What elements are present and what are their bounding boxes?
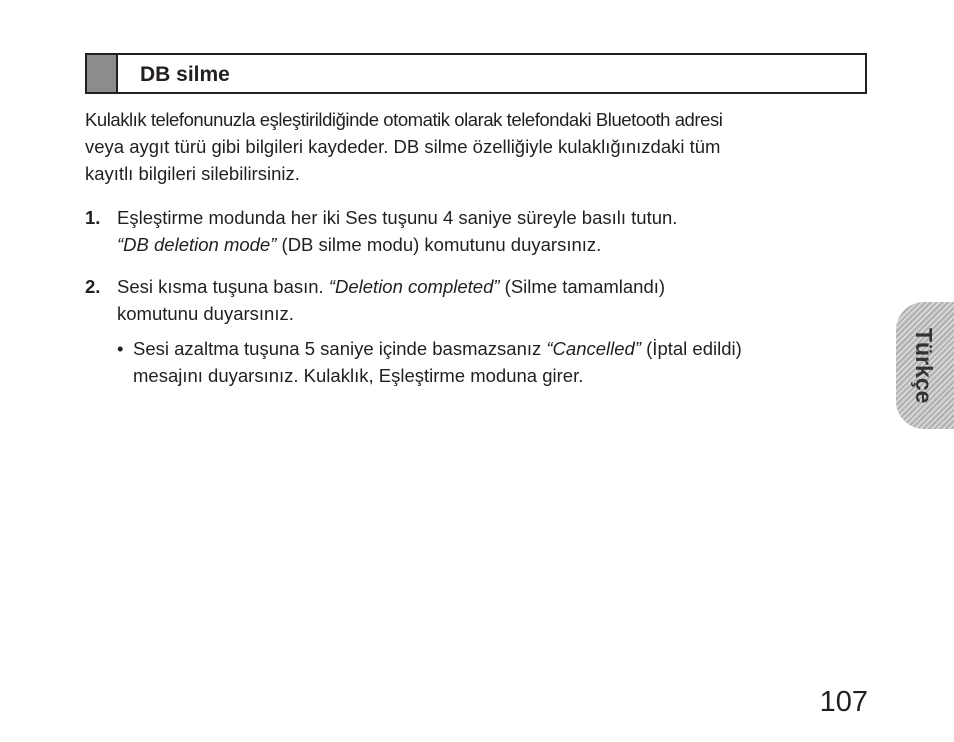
language-label: Türkçe	[911, 327, 937, 404]
intro-line: kayıtlı bilgileri silebilirsiniz.	[85, 163, 300, 184]
bullet-line: mesajını duyarsınız. Kulaklık, Eşleştirme moduna girer.	[133, 365, 584, 386]
bullet-line	[133, 335, 742, 362]
bullet-line-end: (İptal edildi)	[641, 338, 742, 359]
section-title: DB silme	[140, 63, 230, 86]
section-marker	[87, 55, 118, 92]
bullet-icon: •	[117, 338, 124, 359]
voice-prompt-quote: “Cancelled”	[546, 338, 641, 359]
step-number: 1.	[85, 207, 101, 228]
voice-prompt-quote: “DB deletion mode”	[117, 234, 277, 255]
step-line: komutunu duyarsınız.	[117, 303, 294, 324]
step-line-end: (Silme tamamlandı)	[499, 276, 666, 297]
step-line-rest: (DB silme modu) komutunu duyarsınız.	[276, 234, 602, 255]
intro-paragraph	[85, 106, 875, 187]
step-number: 2.	[85, 276, 101, 297]
voice-prompt-quote: “Deletion completed”	[328, 276, 500, 297]
step-body	[117, 273, 877, 327]
step-line-start: Sesi kısma tuşuna basın.	[117, 276, 329, 297]
step-line	[117, 273, 877, 300]
page-number: 107	[819, 686, 868, 718]
section-header	[85, 53, 867, 94]
step-line: Eşleştirme modunda her iki Ses tuşunu 4 saniye süreyle basılı tutun.	[117, 207, 678, 228]
step-line	[117, 231, 877, 258]
intro-line: Kulaklık telefonunuzla eşleştirildiğinde otomatik olarak telefondaki Bluetooth adresi	[85, 109, 723, 130]
intro-line: veya aygıt türü gibi bilgileri kaydeder. DB silme özelliğiyle kulaklığınızdaki tüm	[85, 136, 721, 157]
step-body	[117, 204, 877, 258]
bullet-text	[133, 335, 742, 389]
language-side-tab	[896, 302, 954, 429]
bullet-line-start: Sesi azaltma tuşuna 5 saniye içinde basmazsanız	[133, 338, 547, 359]
